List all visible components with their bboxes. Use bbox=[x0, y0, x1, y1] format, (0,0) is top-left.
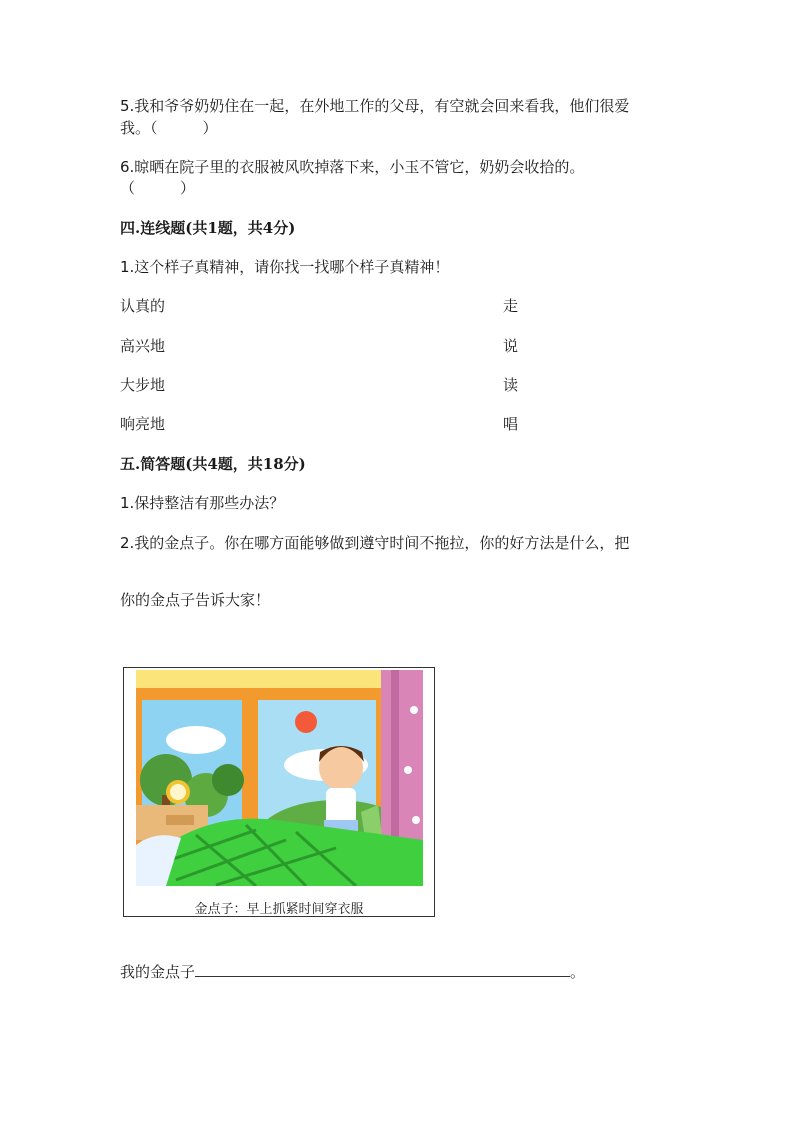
answer-blank[interactable] bbox=[195, 962, 570, 977]
section-5-question-1: 1.保持整洁有那些办法？ bbox=[120, 494, 285, 512]
match-right-4: 唱 bbox=[503, 415, 519, 433]
match-right-3: 读 bbox=[503, 376, 519, 394]
illustration-caption: 金点子：早上抓紧时间穿衣服 bbox=[194, 902, 364, 917]
match-left-2: 高兴地 bbox=[120, 337, 166, 355]
question-5-line1: 5.我和爷爷奶奶住在一起，在外地工作的父母，有空就会回来看我，他们很爱 bbox=[120, 97, 630, 115]
section-4-question: 1.这个样子真精神，请你找一找哪个样子真精神！ bbox=[120, 258, 450, 276]
match-right-1: 走 bbox=[503, 297, 519, 315]
answer-suffix: 。 bbox=[570, 963, 586, 981]
illustration-frame bbox=[123, 667, 435, 917]
question-5-line2: 我。（ ） bbox=[120, 119, 218, 137]
answer-line bbox=[120, 962, 585, 982]
boy-dressing-illustration bbox=[136, 670, 423, 886]
match-left-3: 大步地 bbox=[120, 376, 166, 394]
section-4-title: 四.连线题(共1题，共4分) bbox=[120, 219, 296, 237]
match-right-2: 说 bbox=[503, 337, 519, 355]
section-5-title: 五.简答题(共4题，共18分) bbox=[120, 455, 306, 473]
question-6-line2: （ ） bbox=[120, 179, 196, 197]
match-left-4: 响亮地 bbox=[120, 415, 166, 433]
section-5-question-2-line2: 你的金点子告诉大家！ bbox=[120, 591, 271, 609]
section-5-question-2-line1: 2.我的金点子。你在哪方面能够做到遵守时间不拖拉，你的好方法是什么，把 bbox=[120, 534, 630, 552]
question-6-line1: 6.晾晒在院子里的衣服被风吹掉落下来，小玉不管它，奶奶会收拾的。 bbox=[120, 158, 585, 176]
match-left-1: 认真的 bbox=[120, 297, 166, 315]
answer-prefix: 我的金点子 bbox=[120, 963, 196, 981]
